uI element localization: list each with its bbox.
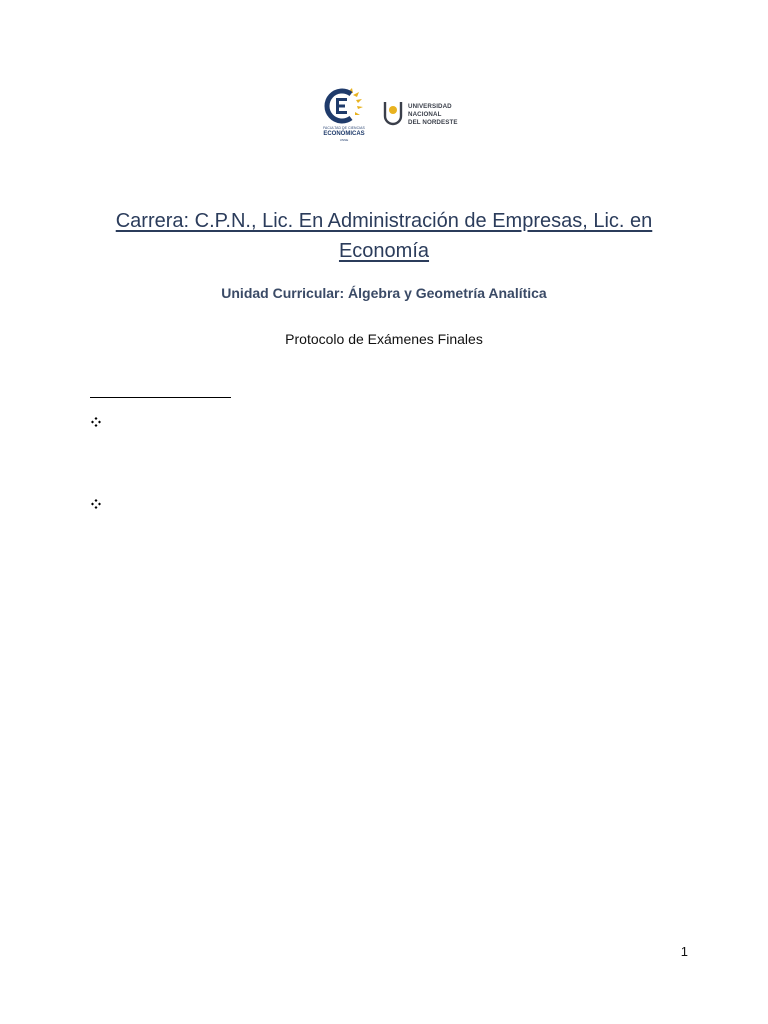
section-divider (90, 397, 231, 398)
faculty-caption-line1: FACULTAD DE CIENCIAS (323, 126, 365, 130)
faculty-emblem-icon (318, 86, 374, 128)
diamond-bullet-icon (90, 416, 102, 428)
header-logos (318, 86, 468, 148)
diamond-bullet-icon (90, 498, 102, 510)
university-name-line1: UNIVERSIDAD (408, 103, 452, 110)
page-number: 1 (680, 944, 688, 959)
faculty-caption-line2: ECONÓMICAS (323, 131, 365, 138)
document-protocol-heading: Protocolo de Exámenes Finales (285, 331, 483, 347)
university-name-line2: NACIONAL (408, 111, 442, 118)
document-subtitle: Unidad Curricular: Álgebra y Geometría Analítica (221, 285, 547, 301)
university-logo (382, 100, 468, 132)
document-title: Carrera: C.P.N., Lic. En Administración de Empresas, Lic. en Economía (115, 210, 653, 262)
faculty-logo (318, 86, 374, 148)
university-emblem-icon (382, 100, 404, 130)
university-name-line3: DEL NORDESTE (408, 119, 458, 126)
faculty-caption-line3: UNNE (339, 138, 349, 143)
